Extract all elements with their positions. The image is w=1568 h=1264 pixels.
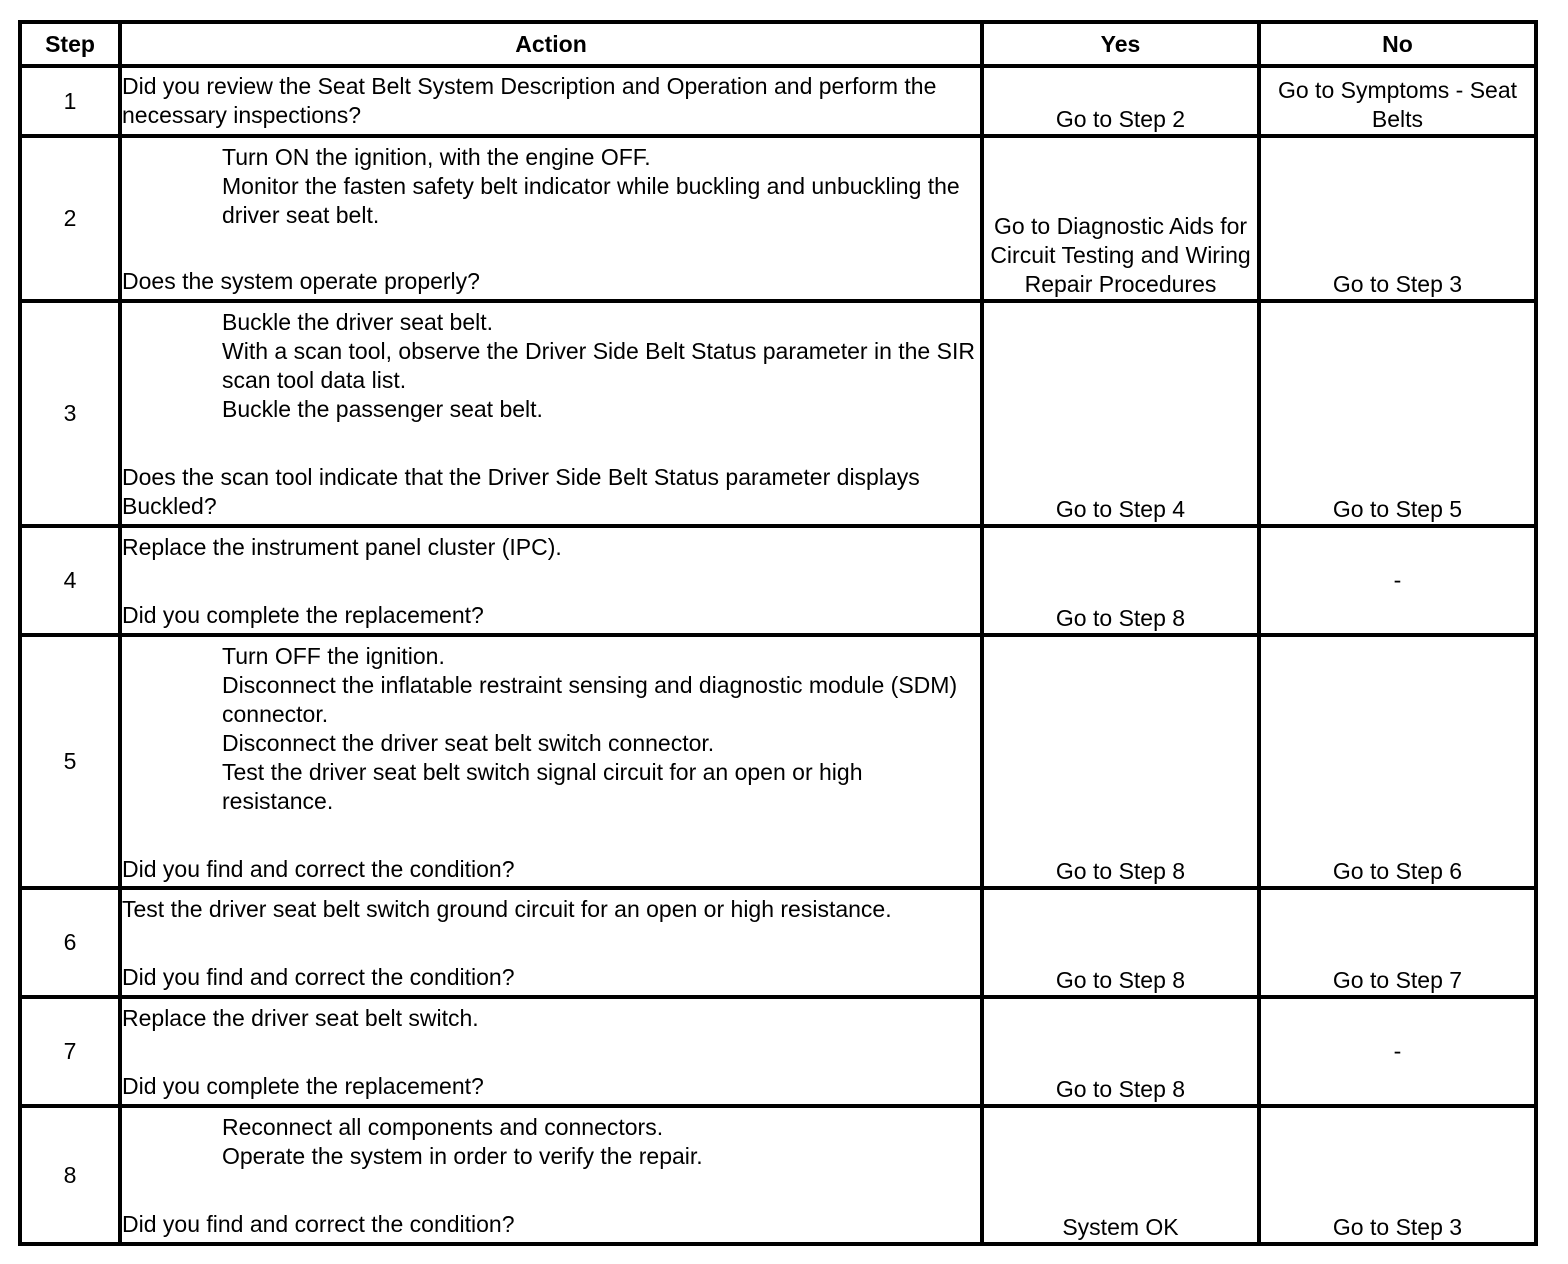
action-cell: [120, 635, 982, 888]
action-cell: [120, 526, 982, 635]
yes-cell: Go to Step 8: [982, 997, 1259, 1106]
header-action: Action: [120, 22, 982, 66]
step-number: 8: [20, 1106, 120, 1244]
header-yes: Yes: [982, 22, 1259, 66]
table-row: [20, 526, 1536, 635]
action-substep: Monitor the fasten safety belt indicator while buckling and unbuckling the driver seat belt.: [222, 173, 960, 228]
action-substep: Buckle the driver seat belt.: [222, 309, 494, 335]
action-cell: [120, 136, 982, 301]
diagnostic-table: [18, 20, 1538, 1246]
action-text: Did you review the Seat Belt System Description and Operation and perform the necessary inspections?: [122, 73, 937, 128]
table-row: [20, 1106, 1536, 1244]
action-cell: [120, 66, 982, 136]
yes-cell: System OK: [982, 1106, 1259, 1244]
action-question: Does the scan tool indicate that the Driver Side Belt Status parameter displays Buckled?: [122, 464, 920, 519]
header-step: Step: [20, 22, 120, 66]
step-number: 3: [20, 301, 120, 526]
table-row: [20, 301, 1536, 526]
step-number: 7: [20, 997, 120, 1106]
table-row: [20, 66, 1536, 136]
action-cell: [120, 301, 982, 526]
action-question: Did you complete the replacement?: [122, 1073, 484, 1099]
yes-cell: Go to Step 2: [982, 66, 1259, 136]
action-substep: Disconnect the inflatable restraint sensing and diagnostic module (SDM) connector.: [222, 672, 958, 727]
step-number: 6: [20, 888, 120, 997]
step-number: 2: [20, 136, 120, 301]
action-cell: [120, 997, 982, 1106]
no-cell: Go to Step 7: [1259, 888, 1536, 997]
yes-cell: Go to Diagnostic Aids for Circuit Testing and Wiring Repair Procedures: [982, 136, 1259, 301]
table-row: [20, 136, 1536, 301]
action-text: Test the driver seat belt switch ground circuit for an open or high resistance.: [122, 896, 892, 922]
action-text: Replace the instrument panel cluster (IPC).: [122, 534, 562, 560]
action-substep: With a scan tool, observe the Driver Side Belt Status parameter in the SIR scan tool data list.: [222, 338, 975, 393]
table-row: [20, 635, 1536, 888]
action-question: Did you find and correct the condition?: [122, 856, 515, 882]
action-cell: [120, 888, 982, 997]
action-substep: Operate the system in order to verify the repair.: [222, 1143, 703, 1169]
action-substep: Disconnect the driver seat belt switch connector.: [222, 730, 715, 756]
yes-cell: Go to Step 4: [982, 301, 1259, 526]
yes-cell: Go to Step 8: [982, 526, 1259, 635]
header-row: [20, 22, 1536, 66]
yes-cell: Go to Step 8: [982, 888, 1259, 997]
action-cell: [120, 1106, 982, 1244]
action-question: Did you find and correct the condition?: [122, 1211, 515, 1237]
no-cell: Go to Symptoms - Seat Belts: [1259, 66, 1536, 136]
no-cell: Go to Step 3: [1259, 1106, 1536, 1244]
action-text: Replace the driver seat belt switch.: [122, 1005, 479, 1031]
table-row: [20, 997, 1536, 1106]
table-row: [20, 888, 1536, 997]
action-substep: Buckle the passenger seat belt.: [222, 396, 543, 422]
action-question: Did you complete the replacement?: [122, 602, 484, 628]
action-substep: Turn OFF the ignition.: [222, 643, 445, 669]
header-no: No: [1259, 22, 1536, 66]
no-cell: -: [1259, 526, 1536, 635]
step-number: 1: [20, 66, 120, 136]
action-substep: Reconnect all components and connectors.: [222, 1114, 664, 1140]
step-number: 4: [20, 526, 120, 635]
no-cell: Go to Step 6: [1259, 635, 1536, 888]
no-cell: Go to Step 3: [1259, 136, 1536, 301]
action-substep: Test the driver seat belt switch signal circuit for an open or high resistance.: [222, 759, 863, 814]
step-number: 5: [20, 635, 120, 888]
action-question: Did you find and correct the condition?: [122, 964, 515, 990]
yes-cell: Go to Step 8: [982, 635, 1259, 888]
no-cell: -: [1259, 997, 1536, 1106]
action-substep: Turn ON the ignition, with the engine OFF.: [222, 144, 651, 170]
action-question: Does the system operate properly?: [122, 268, 480, 294]
no-cell: Go to Step 5: [1259, 301, 1536, 526]
